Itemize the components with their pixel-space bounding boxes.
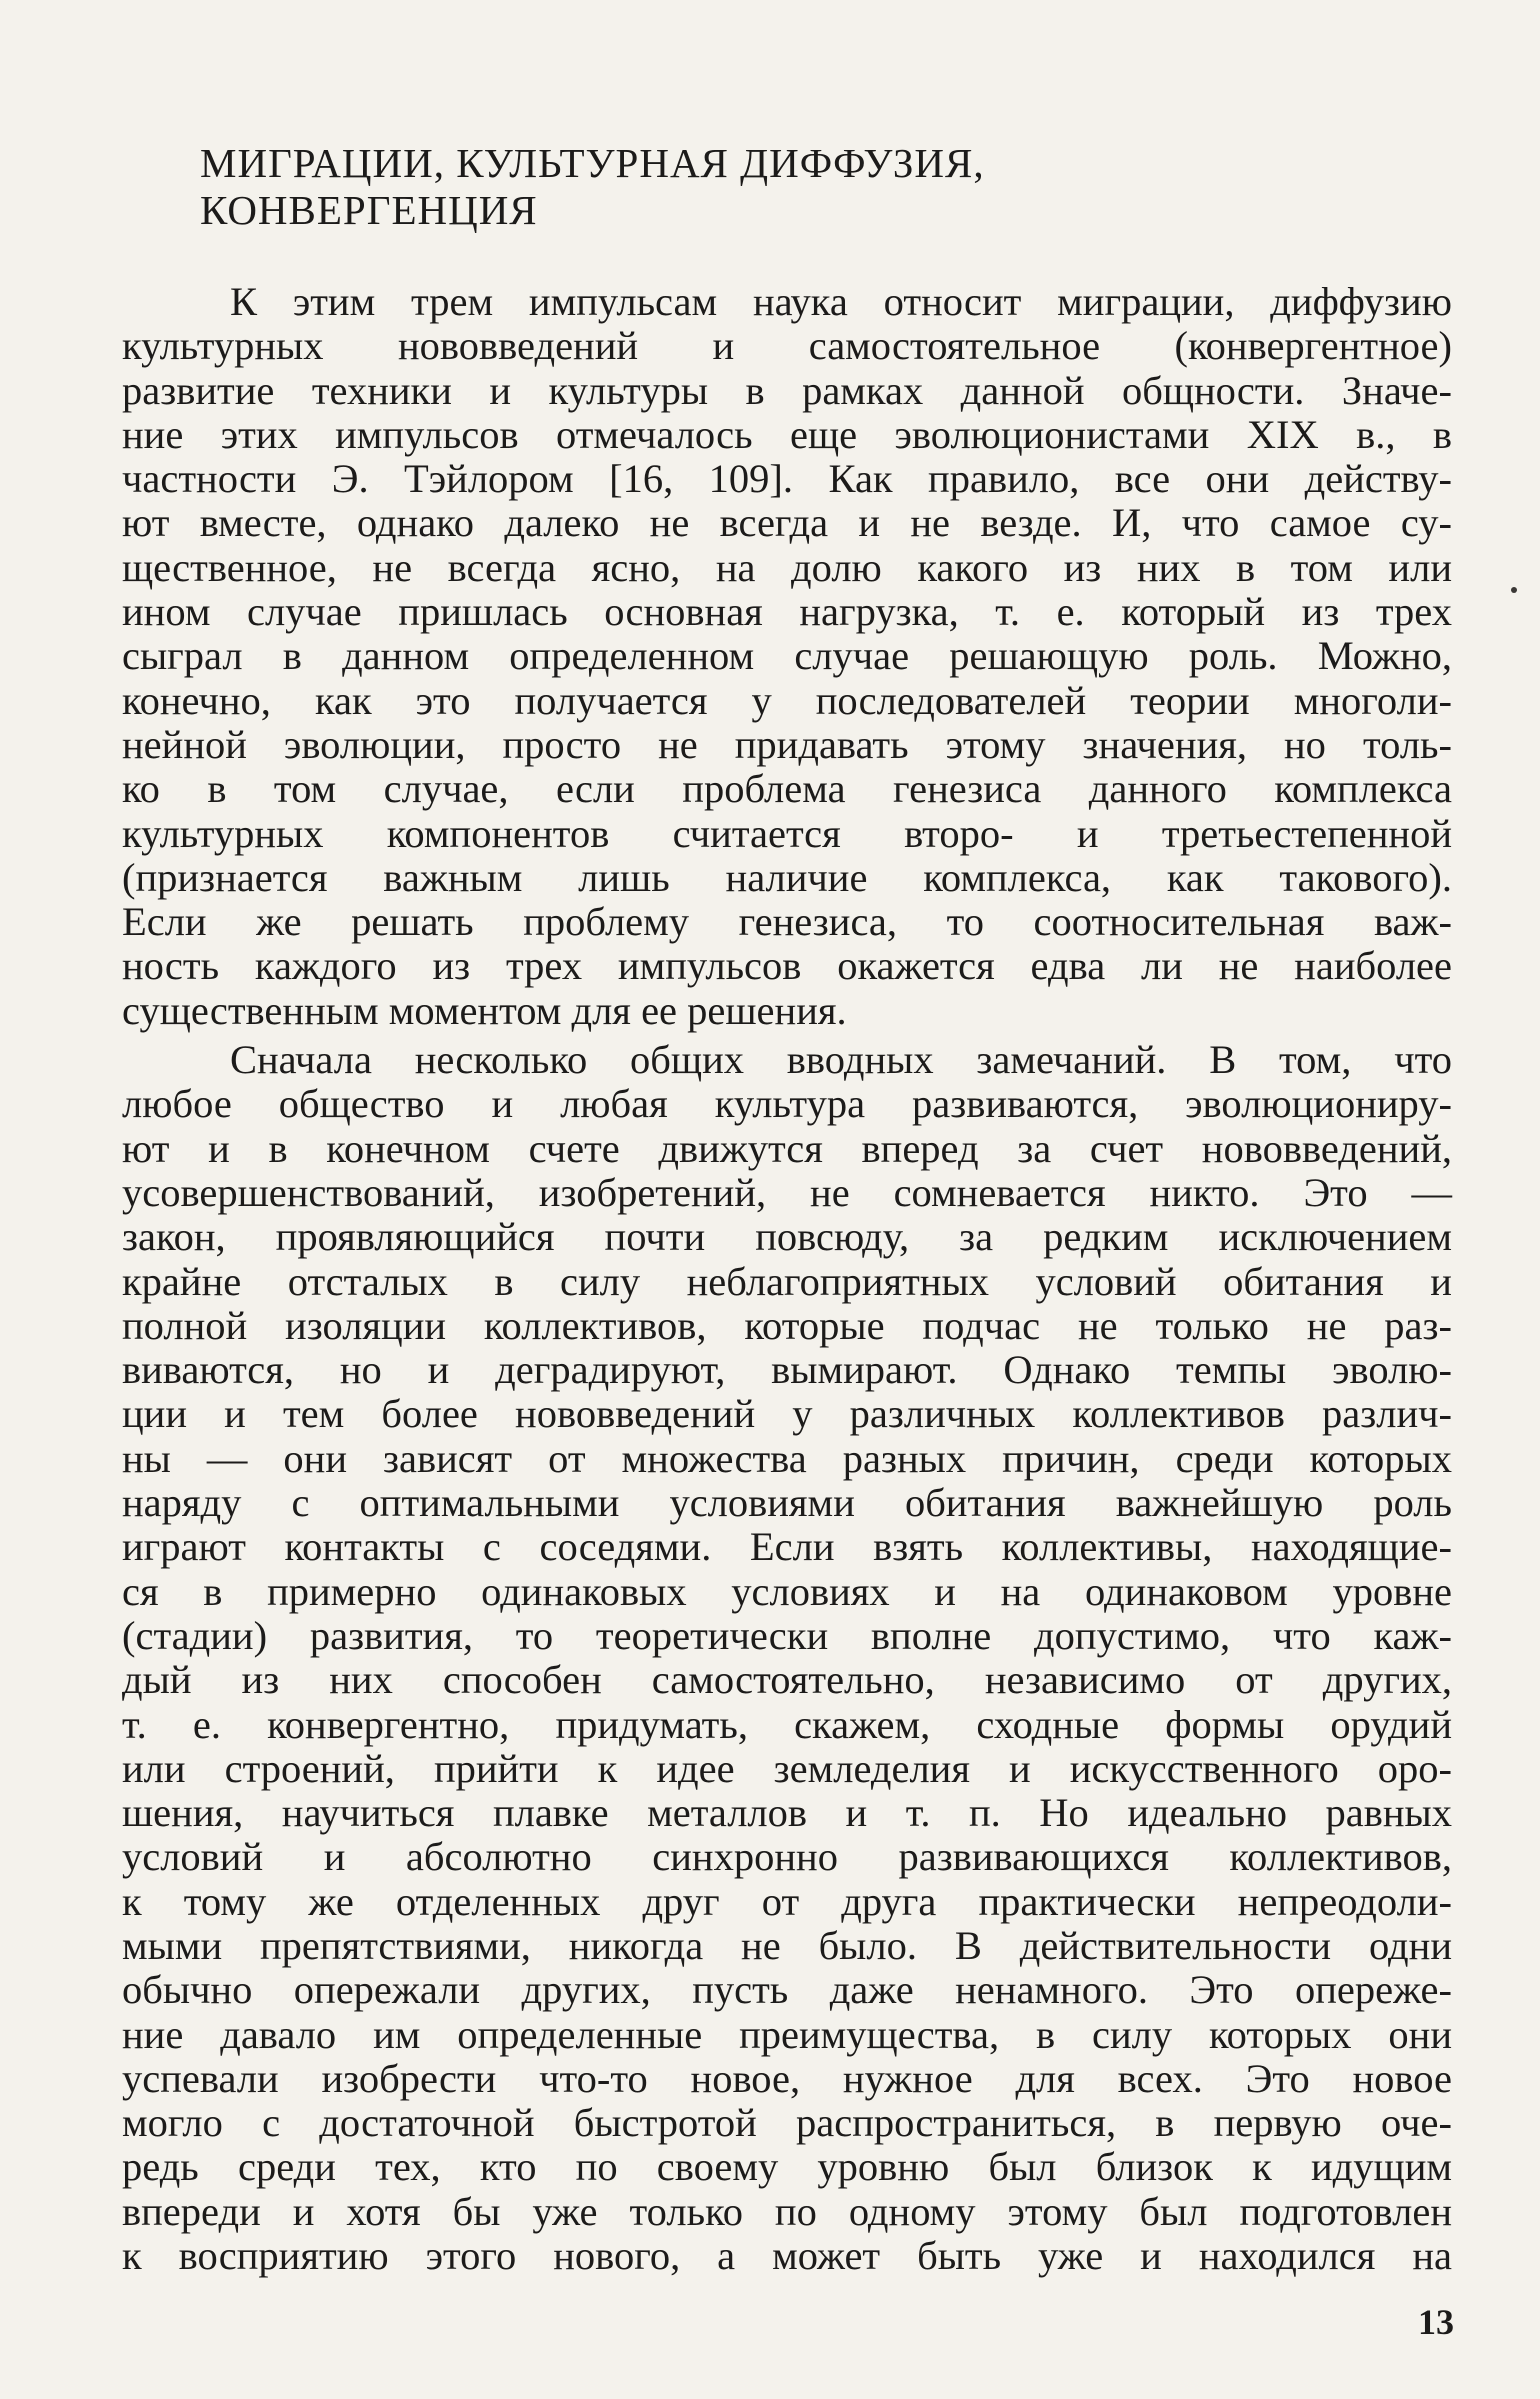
text-line: К этим трем импульсам наука относит миграции, диффузию: [230, 279, 1452, 324]
text-line: ином случае пришлась основная нагрузка, т. е. который из трех: [122, 589, 1452, 635]
text-line: ны — они зависят от множества разных причин, среди которых: [122, 1435, 1452, 1481]
text-line: успевали изобрести что-то новое, нужное для всех. Это новое: [122, 2055, 1452, 2101]
text-line: любое общество и любая культура развиваются, эволюциониру-: [122, 1081, 1452, 1127]
text-line: (стадии) развития, то теоретически вполне допустимо, что каж-: [122, 1612, 1452, 1658]
text-line: развитие техники и культуры в рамках данной общности. Значе-: [122, 367, 1452, 413]
text-line: к тому же отделенных друг от друга практически непреодоли-: [122, 1878, 1452, 1924]
text-line: Сначала несколько общих вводных замечаний. В том, что: [230, 1037, 1452, 1083]
text-line: Если же решать проблему генезиса, то соотносительная важ-: [122, 899, 1452, 945]
text-line: наряду с оптимальными условиями обитания важнейшую роль: [122, 1480, 1452, 1526]
text-line: усовершенствований, изобретений, не сомневается никто. Это —: [122, 1169, 1452, 1215]
text-line: ют и в конечном счете движутся вперед за счет нововведений,: [122, 1125, 1452, 1171]
text-line: редь среди тех, кто по своему уровню был близок к идущим: [122, 2144, 1452, 2190]
text-line: условий и абсолютно синхронно развивающихся коллективов,: [122, 1834, 1452, 1880]
text-line: к восприятию этого нового, а может быть уже и находился на: [122, 2233, 1452, 2279]
text-line: играют контакты с соседями. Если взять коллективы, находящие-: [122, 1524, 1452, 1570]
text-line: полной изоляции коллективов, которые подчас не только не раз-: [122, 1302, 1452, 1348]
text-line: ность каждого из трех импульсов окажется едва ли не наиболее: [122, 943, 1452, 989]
text-line: т. е. конвергентно, придумать, скажем, сходные формы орудий: [122, 1701, 1452, 1747]
page-number: 13: [1418, 2302, 1454, 2342]
text-line: ют вместе, однако далеко не всегда и не везде. И, что самое су-: [122, 500, 1452, 546]
text-line: ние давало им определенные преимущества, в силу которых они: [122, 2011, 1452, 2057]
text-line: обычно опережали других, пусть даже ненамного. Это опереже-: [122, 1967, 1452, 2013]
text-line: виваются, но и деградируют, вымирают. Однако темпы эволю-: [122, 1347, 1452, 1393]
section-heading-line-2: КОНВЕРГЕНЦИЯ: [200, 187, 538, 233]
section-heading-line-1: МИГРАЦИИ, КУЛЬТУРНАЯ ДИФФУЗИЯ,: [200, 140, 985, 186]
text-line: культурных нововведений и самостоятельное (конвергентное): [122, 323, 1452, 369]
text-line: закон, проявляющийся почти повсюду, за редким исключением: [122, 1214, 1452, 1260]
text-line: существенным моментом для ее решения.: [122, 987, 847, 1033]
text-line: частности Э. Тэйлором [16, 109]. Как правило, все они действу-: [122, 456, 1452, 502]
text-line: конечно, как это получается у последователей теории многоли-: [122, 677, 1452, 723]
body-text: [122, 280, 1452, 2278]
text-line: щественное, не всегда ясно, на долю какого из них в том или: [122, 544, 1452, 590]
text-line: ции и тем более нововведений у различных коллективов различ-: [122, 1391, 1452, 1437]
text-line: сыграл в данном определенном случае решающую роль. Можно,: [122, 633, 1452, 679]
text-line: культурных компонентов считается второ- и третьестепенной: [122, 810, 1452, 856]
text-line: ся в примерно одинаковых условиях и на одинаковом уровне: [122, 1568, 1452, 1614]
text-line: дый из них способен самостоятельно, независимо от других,: [122, 1657, 1452, 1703]
text-line: ко в том случае, если проблема генезиса данного комплекса: [122, 766, 1452, 812]
text-line: впереди и хотя бы уже только по одному этому был подготовлен: [122, 2188, 1452, 2234]
text-line: нейной эволюции, просто не придавать этому значения, но толь-: [122, 721, 1452, 767]
paragraph-2: [122, 1038, 1452, 2278]
section-heading: [200, 140, 1100, 234]
text-line: шения, научиться плавке металлов и т. п. Но идеально равных: [122, 1790, 1452, 1836]
text-line: ние этих импульсов отмечалось еще эволюционистами XIX в., в: [122, 411, 1452, 457]
ink-speck: [1511, 587, 1517, 593]
text-line: или строений, прийти к идее земледелия и искусственного оро-: [122, 1745, 1452, 1791]
text-line: мыми препятствиями, никогда не было. В действительности одни: [122, 1922, 1452, 1968]
text-line: (признается важным лишь наличие комплекса, как такового).: [122, 854, 1452, 900]
text-line: крайне отсталых в силу неблагоприятных условий обитания и: [122, 1258, 1452, 1304]
text-line: могло с достаточной быстротой распространиться, в первую оче-: [122, 2100, 1452, 2146]
paragraph-1: [122, 280, 1452, 1033]
